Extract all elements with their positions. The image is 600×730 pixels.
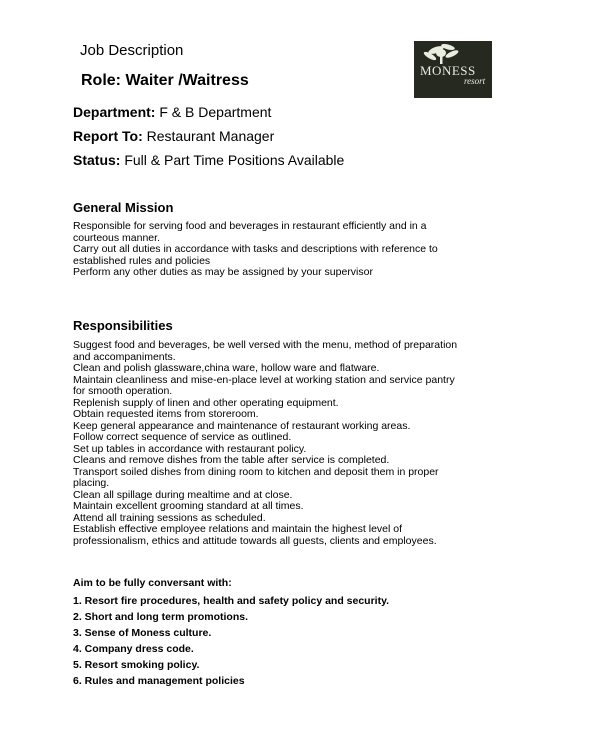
aim-item: 2. Short and long term promotions. <box>73 611 249 623</box>
moness-logo <box>414 41 492 98</box>
mission-line: Perform any other duties as may be assigned by your supervisor <box>73 266 373 278</box>
report-to-label: Report To: <box>73 128 143 144</box>
responsibility-line: Maintain excellent grooming standard at all times. <box>73 500 304 512</box>
mission-line: established rules and policies <box>73 254 211 267</box>
department-label: Department: <box>73 104 156 120</box>
mission-line: Carry out all duties in accordance with tasks and descriptions with reference to <box>73 243 438 255</box>
responsibility-line: Clean all spillage during mealtime and at close. <box>73 488 293 501</box>
status-value: Full & Part Time Positions Available <box>124 152 345 168</box>
responsibility-line: Attend all training sessions as scheduled. <box>73 511 266 524</box>
aim-item: 6. Rules and management policies <box>73 675 245 687</box>
responsibility-line: Suggest food and beverages, be well versed with the menu, method of preparation <box>73 339 458 351</box>
aim-item: 5. Resort smoking policy. <box>73 659 200 671</box>
responsibility-line: Keep general appearance and maintenance of restaurant working areas. <box>73 419 411 432</box>
responsibility-line: and accompaniments. <box>73 350 176 363</box>
status-label: Status: <box>73 152 121 168</box>
logo-wordmark: MONESS <box>420 63 476 78</box>
responsibility-line: Follow correct sequence of service as outlined. <box>73 431 292 443</box>
responsibility-line: Transport soiled dishes from dining room to kitchen and deposit them in proper <box>73 465 439 478</box>
general-mission-heading: General Mission <box>73 200 174 215</box>
responsibility-line: Establish effective employee relations and maintain the highest level of <box>73 523 403 535</box>
responsibility-line: Obtain requested items from storeroom. <box>73 408 259 420</box>
logo-subtitle: resort <box>464 76 486 86</box>
responsibilities-body <box>73 340 513 547</box>
department-line <box>73 104 271 121</box>
mission-line: Responsible for serving food and beverages in restaurant efficiently and in a <box>73 220 427 232</box>
responsibility-line: Cleans and remove dishes from the table after service is completed. <box>73 454 390 466</box>
general-mission-body <box>73 221 513 279</box>
aim-item: 1. Resort fire procedures, health and safety policy and security. <box>73 595 390 607</box>
report-to-line <box>73 128 274 145</box>
responsibilities-heading: Responsibilities <box>73 318 173 333</box>
aim-item: 4. Company dress code. <box>73 643 194 655</box>
mission-line: courteous manner. <box>73 231 160 244</box>
responsibility-line: placing. <box>73 477 110 489</box>
responsibility-line: Replenish supply of linen and other operating equipment. <box>73 396 339 409</box>
doc-label: Job Description <box>80 42 184 59</box>
aim-heading: Aim to be fully conversant with: <box>73 577 232 589</box>
responsibility-line: Clean and polish glassware,china ware, hollow ware and flatware. <box>73 362 380 374</box>
responsibility-line: for smooth operation. <box>73 385 173 397</box>
responsibility-line: Maintain cleanliness and mise-en-place level at working station and service pantry <box>73 373 455 386</box>
aim-list <box>73 593 389 689</box>
role-title: Role: Waiter /Waitress <box>81 72 249 89</box>
responsibility-line: Set up tables in accordance with restaurant policy. <box>73 442 307 455</box>
department-value: F & B Department <box>159 104 272 120</box>
responsibility-line: professionalism, ethics and attitude towards all guests, clients and employees. <box>73 534 437 547</box>
report-to-value: Restaurant Manager <box>146 128 275 144</box>
aim-item: 3. Sense of Moness culture. <box>73 627 212 639</box>
status-line <box>73 152 344 169</box>
